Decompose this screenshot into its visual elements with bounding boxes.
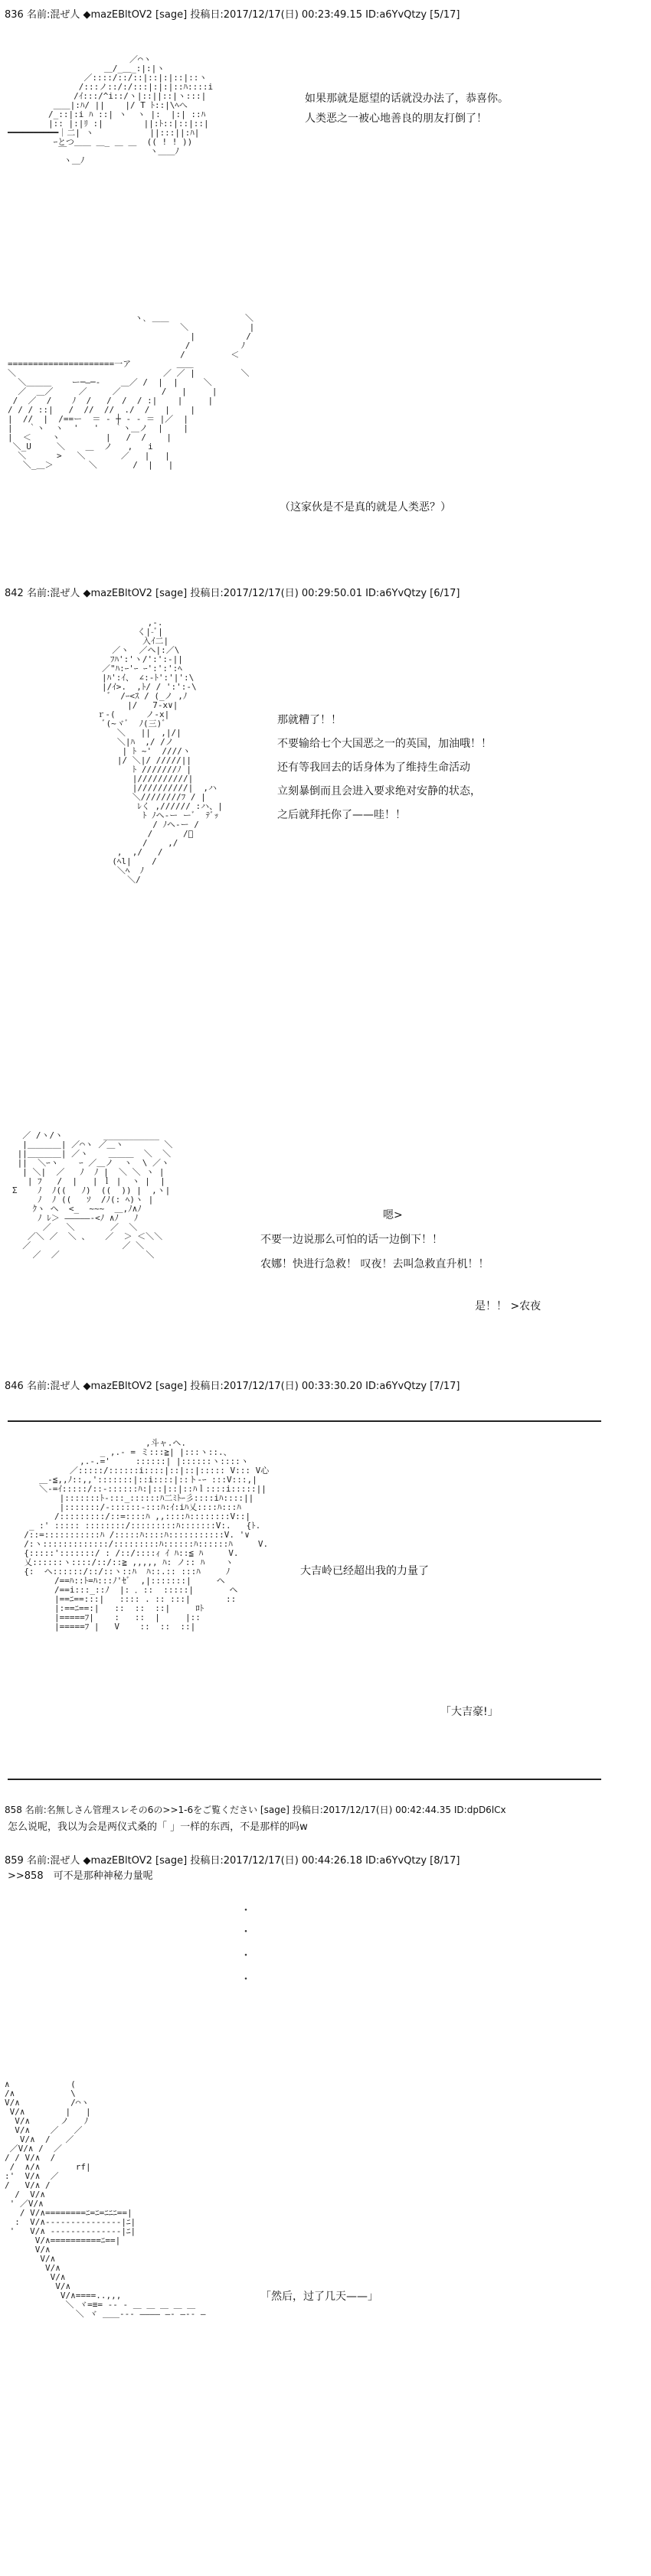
dialog-line: 大吉岭已经超出我的力量了 — [300, 1565, 429, 1577]
ascii-art-figure-6: ∧ ( /∧ \ V/∧ /⌒ヽ V/∧ | | V/∧ ノ ﾉ V/∧ ／ ／ V/∧ / ／ ／V/∧ / ／ / / V/∧ / / ∧/∧ rf| :' V/∧ ／ / V/∧ / / V/∧ ' ／V/∧ / V/∧========ﾆ=ﾆ=ﾆﾆﾆ==| : V/∧---------------|ﾆ| ' V/∧ --------------|ﾆ| V/∧==========ﾆ==| V/∧ V/∧ V/∧ V/∧ V/∧ V/∧====..,,, ＼ ヾ=≡= -- - ＿ ＿ ＿ ＿ ＿ ＼ ヾ ＿＿--- ―――― ―‐ ―-- ― — [5, 2079, 206, 2319]
dialog-line: 嗯> — [383, 1209, 403, 1221]
post-header-836: 836 名前:混ぜ人 ◆mazEBltOV2 [sage] 投稿日:2017/12/17(日) 00:23:49.15 ID:a6YvQtzy [5/17] — [5, 9, 460, 21]
dialog-line: 农娜！快进行急救！ 叹夜！去叫急救直升机！！ — [260, 1258, 489, 1270]
dialog-line: 不要一边说那么可怕的话一边倒下！！ — [260, 1234, 443, 1246]
ellipsis-dot: ・ — [240, 1905, 251, 1917]
post-body-859: >>858 可不是那种神秘力量呢 — [8, 1870, 153, 1882]
dialog-post-842b — [260, 1203, 489, 1277]
post-body-858: 怎么说呢，我以为会是两仪式桑的「 」一样的东西，不是那样的吗w — [8, 1821, 308, 1833]
dialog-line: 那就糟了！！ — [277, 714, 342, 726]
post-header-846: 846 名前:混ぜ人 ◆mazEBltOV2 [sage] 投稿日:2017/12/17(日) 00:33:30.20 ID:a6YvQtzy [7/17] — [5, 1381, 460, 1392]
ellipsis-dot: ・ — [240, 1926, 251, 1939]
ascii-art-figure-1: ／⌒ヽ ＿/_＿_:|:|ヽ ／::::/::/::|::|:|::|::ヽ /:::ノ::/:/:::|:|:|::ﾊ::::i /ｲ:::/^i::/ヽ|::||::|ヽ:::| ＿＿|:ﾊ/ || |/ T ﾄ::|\ﾍへ /_::|:i ﾊ ::| ヽ ヽ |: |:| ::ﾊ |:: |:|ﾘ :| ||:ﾄ::|::|::| ━━━━━━━━━━｜二| ヽ ||:::||:ﾊ| ｰとつ＿＿ ＿_ ＿ ＿ (( ! ! )) ￣ ヽ＿＿ﾉ ヽ＿ﾉ — [8, 54, 214, 165]
dialog-842 — [277, 709, 492, 827]
post-header-859: 859 名前:混ぜ人 ◆mazEBltOV2 [sage] 投稿日:2017/12/17(日) 00:44:26.18 ID:a6YvQtzy [8/17] — [5, 1855, 460, 1867]
dialog-836 — [305, 89, 509, 129]
dialog-line: 不要输给七个大国恶之一的英国，加油哦！！ — [277, 738, 492, 750]
post-header-858: 858 名前:名無しさん管理スレその6の>>1-6をご覧ください [sage] 投稿日:2017/12/17(日) 00:42:44.35 ID:dpD6lCx — [5, 1805, 506, 1815]
dialog-line: 之后就拜托你了——哇！！ — [277, 809, 406, 821]
ascii-art-figure-2: ヽ､ ＿＿ ＼ ＼ | | / / ﾉ / ＜ =====================一ア ＿＿ ＼ ／ ／ | ＼ ＼＿＿＿ ー─―─‐ ＿／ / | | ＼ ／ ＿／ ／ ／ / | | / ／ / ﾉ / / / / :| | | / / / ::| / // // ./ / | | | // | /==ー ＝ ‐ ┼ ‐ ‐ ＝ |／ | | ｀ヽ ヽ ' ' ｀ヽ＿ノ | | | ＜ ヽ | / / | ＼_U ＼ ＿ ノ , i ＼ > ＼ ／ | | ＼_＿＞ ＼ / | | — [8, 313, 255, 470]
ellipsis-dot: ・ — [240, 1950, 251, 1962]
dialog-line: 人类恶之一被心地善良的朋友打倒了！ — [305, 112, 487, 125]
scene-caption: 「然后，过了几天——」 — [260, 2291, 378, 2303]
dialog-846 — [300, 1561, 429, 1581]
post-header-842: 842 名前:混ぜ人 ◆mazEBltOV2 [sage] 投稿日:2017/12/17(日) 00:29:50.01 ID:a6YvQtzy [6/17] — [5, 588, 460, 599]
divider-top — [8, 1420, 601, 1422]
shout-line: 「大吉豪!」 — [440, 1706, 499, 1718]
ellipsis-dot: ・ — [240, 1974, 251, 1986]
dialog-line: 还有等我回去的话身体为了维持生命活动 — [277, 761, 470, 774]
dialog-line: 立刻暴倒而且会进入要求绝对安静的状态， — [277, 785, 481, 797]
ascii-art-figure-3: ,-. く|-ﾞ| 入ｲ二| ／ヽ ／ヘ|:／\ ﾌﾊ':'ヽ/':':-|| ／"ﾊ:ｰ'ｰ ｰ':':':ﾍ |ﾊ':ｲ、 ∠:-ﾄ':'|':\ |/ｲ>. ,ﾄ/ / ':':-\ ゛ /ｰ<ｽ / (_ノ ,ﾉ |/ 7-x∨| ｒ-( ノ-x| ﾞ(~ヾﾞ ﾉ(三)ﾞ ＼ || ,|/| ＼|ﾊ ,/ /ノ | ﾄ ~' ////ヽ |/ ＼|/ /////|| ﾄ ///////ﾉ | |//////////| |//////////| ,ハ ＼////////ﾌ / | ﾚく ,////// :ハ、| ﾄ ﾉヘ-ー ーﾞ ﾃﾞｯ / ﾉヘ-ー / / /ﾞ / ,/ , ,/ / (ﾍl| / ＼ﾍ ﾉ ＼/ — [97, 618, 223, 885]
divider-bottom — [8, 1779, 601, 1780]
reply-line: 是！！ >农夜 — [475, 1300, 541, 1312]
ascii-art-figure-4: ／ /ヽ/ヽ ___________ |＿＿＿＿| ／⌒ヽ ／＿ヽ ＼ ||＿＿＿＿| ／ヽ ＿＿＿ ＼ ＼ || ＼ｰヽ ｰ ／＿ノ ヽ \ ／ヽ | ＼| ／ ﾉ ﾉ | ＼ ＼ ヽ | | ﾌ / | | ｌ | ヽ | | Σ ﾉ ﾉ(( ﾉ) (( )) | ,ヽ| ﾉ ﾉ (( ｿ /ﾉ(: ﾍ)ヽ | ｸヽ ヘ <_ ~~~ ＿,ﾉ∧ﾉ ﾉ ﾚ＞ ―――――‐<ﾉ ∧ﾉ ﾉ ／ ＼ ／ ＼ ／＼ ／ ＼ 、 ／ ＞ ＜＼＼ ／ ／ ＼ ／ ／ ＼ — [12, 1130, 173, 1260]
ascii-art-figure-5: ,斗ャ.ヘ. _ ,.- = ミ:::≧| |:::ヽ::.、 ,.-.=' ::::::| |::::::ヽ::::ヽ ／:::::/::::::i::::|::|::|::::: V::: V心 ＿-≦,,ﾉ::,,':::::::|::i::::|::ト‐ｰ :::V:::,| ＼-=ｲ:::::/::-::::::ﾊ:|::|::|::ﾊｌ::::i:::::|| |:::::::ﾄ-:::_::::::ﾊ二ﾐﾄｰ彡::::iﾊ::::|| |:::::::/-::::::-:::ﾊ:ｲ:iﾊ乂::::ﾊ:::ﾊ /:::::::::/::=::::ﾊ ,,::::ﾊ::::::::V::| _ :' ::::: ::::::::/:::::::::ﾊ:::::::V:. {ﾄ. /::=:::::::::::ﾊ /:::::ﾊ::::ﾊ:::::::::::V. '∨ /:ヽ:::::::::::::/:::::::::ﾊ::::::ﾊ::::::ﾊ V. {:::::':::::::/ : /::/::::ｨ ｲ ﾊ::≦ ﾊ V. 乂::::::ヽ::::/::/::≧ ,,,,, ﾊ: ノ:: ﾊ ヽ {: ヘ::::::/::/::ヽ::ﾊ ﾊ::.:: :::ﾊ ﾉ /==ﾊ::ﾄ=ﾊ:::ﾉ'ｾﾞ ,|:::::::| ヘ /==i:::_::ﾉ |: ．:: :::::| ヘ |==ﾆ==:::| :::: . :: :::| :: |:==ﾆ==:| :: :: ::| ﾛﾄ |=====ﾌ| : :: | |:: |=====ﾌ | V :: :: ::| — [24, 1438, 270, 1632]
aside-thought: （这家伙是不是真的就是人类恶？） — [280, 501, 451, 514]
dialog-line: 如果那就是愿望的话就没办法了，恭喜你。 — [305, 93, 509, 105]
